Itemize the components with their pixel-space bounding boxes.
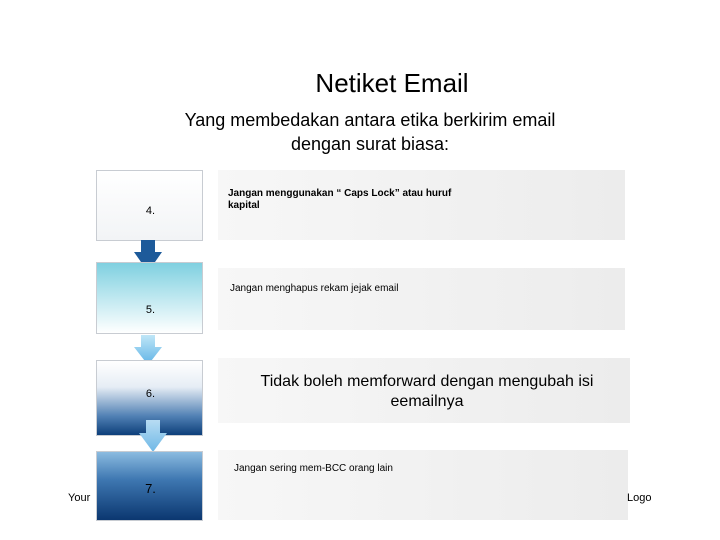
- step-desc-5: Jangan menghapus rekam jejak email: [230, 283, 399, 294]
- step-box-4: [96, 170, 203, 241]
- footer-left-text: Your: [68, 492, 91, 504]
- step-desc-7: Jangan sering mem-BCC orang lain: [234, 463, 393, 474]
- step-box-5: [96, 262, 203, 334]
- footer-logo-text: Logo: [627, 492, 652, 504]
- slide-title: Netiket Email: [315, 68, 469, 98]
- step-desc-6: Tidak boleh memforward dengan mengubah isi eemailnya: [260, 373, 594, 410]
- step-number-5: 5.: [145, 304, 156, 316]
- step-box-7: [96, 451, 203, 521]
- step-desc-box-7: [218, 450, 628, 520]
- step-desc-box-4: [218, 170, 625, 240]
- step-desc-4: Jangan menggunakan “ Caps Lock” atau huruf kapital: [228, 188, 452, 211]
- step-number-6: 6.: [145, 388, 156, 400]
- step-desc-box-6: [218, 358, 630, 423]
- step-desc-box-5: [218, 268, 625, 330]
- step-number-7: 7.: [145, 481, 156, 496]
- slide-subtitle: Yang membedakan antara etika berkirim email dengan surat biasa:: [184, 110, 556, 154]
- step-number-4: 4.: [145, 205, 156, 217]
